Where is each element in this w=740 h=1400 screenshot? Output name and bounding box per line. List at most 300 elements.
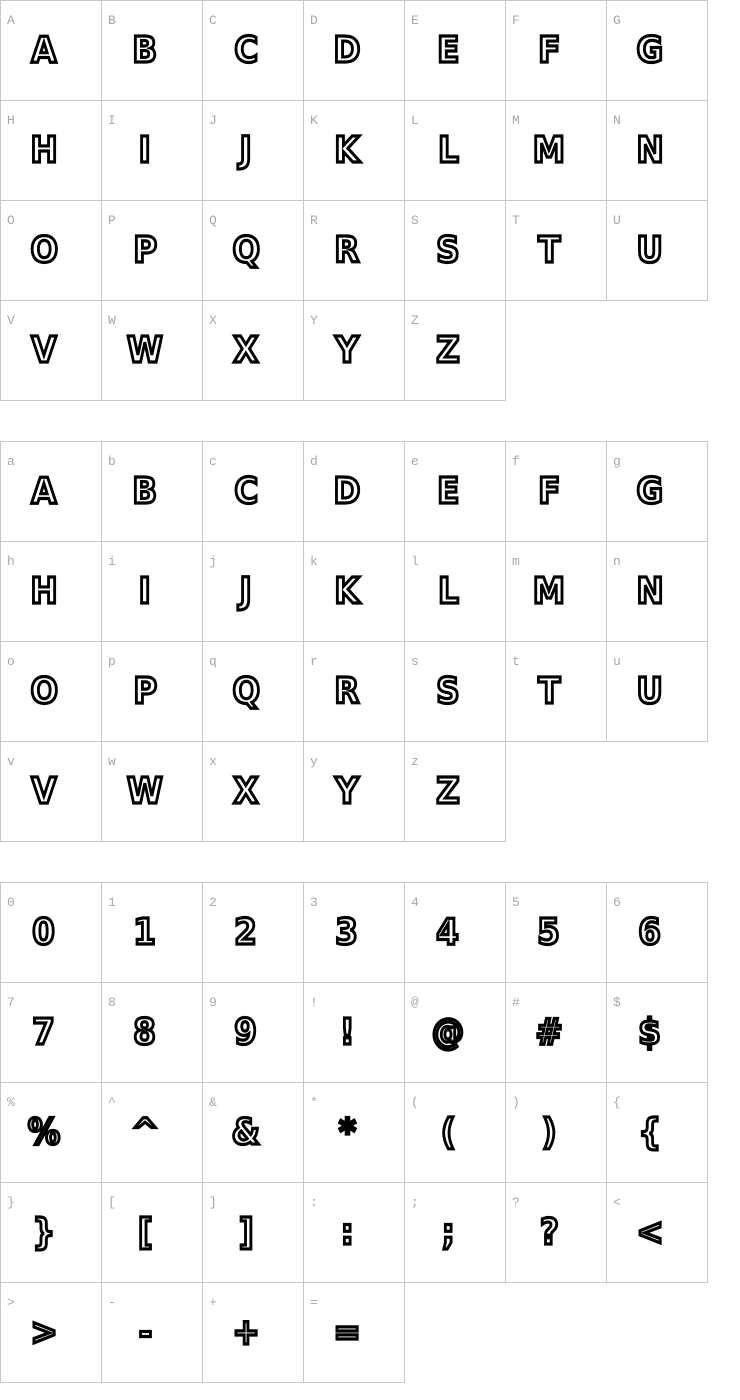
glyph-row xyxy=(1,1183,708,1283)
cell-character-label: Z xyxy=(411,313,419,328)
glyph: ? xyxy=(539,1212,559,1253)
glyph-row xyxy=(1,1,708,101)
glyph-line xyxy=(95,983,195,1082)
glyph: B xyxy=(132,30,158,71)
glyph-cell xyxy=(102,883,203,983)
glyph-cell xyxy=(1,542,102,642)
glyph-row xyxy=(1,542,708,642)
glyph: I xyxy=(138,130,152,171)
glyph-cell xyxy=(102,1183,203,1283)
glyph-line xyxy=(196,642,296,741)
glyph-line xyxy=(600,1083,700,1182)
glyph-line xyxy=(297,201,397,300)
glyph-line xyxy=(95,1183,195,1282)
glyph: } xyxy=(32,1212,56,1253)
glyph-line xyxy=(499,542,599,641)
glyph-cell xyxy=(405,1183,506,1283)
glyph-cell xyxy=(405,1083,506,1183)
glyph: L xyxy=(437,571,459,612)
glyph: < xyxy=(636,1212,664,1253)
glyph-line xyxy=(196,542,296,641)
cell-character-label: b xyxy=(108,454,116,469)
glyph-cell xyxy=(607,642,708,742)
glyph-line xyxy=(297,983,397,1082)
glyph: 2 xyxy=(234,912,258,953)
glyph-line xyxy=(196,1283,296,1382)
glyph: V xyxy=(31,330,57,371)
glyph-cell xyxy=(304,1083,405,1183)
glyph-line xyxy=(0,542,94,641)
glyph-line xyxy=(196,201,296,300)
cell-character-label: r xyxy=(310,654,318,669)
cell-character-label: J xyxy=(209,113,217,128)
glyph-cell xyxy=(102,742,203,842)
glyph: A xyxy=(31,471,57,512)
glyph-cell xyxy=(102,1283,203,1383)
glyph-line xyxy=(95,1283,195,1382)
glyph-line xyxy=(398,642,498,741)
glyph-line xyxy=(0,1083,94,1182)
glyph-cell xyxy=(1,201,102,301)
glyph-row xyxy=(1,442,708,542)
numbers-symbols-block xyxy=(0,882,740,1383)
glyph: { xyxy=(638,1112,662,1153)
glyph-line xyxy=(398,1,498,100)
cell-character-label: 5 xyxy=(512,895,520,910)
glyph-line xyxy=(297,1183,397,1282)
cell-character-label: w xyxy=(108,754,116,769)
glyph-line xyxy=(499,1183,599,1282)
glyph: = xyxy=(333,1312,361,1353)
glyph-line xyxy=(499,201,599,300)
glyph-cell xyxy=(405,1,506,101)
glyph-line xyxy=(398,442,498,541)
glyph: > xyxy=(30,1312,58,1353)
glyph-cell xyxy=(506,542,607,642)
cell-character-label: + xyxy=(209,1295,217,1310)
glyph: O xyxy=(30,230,58,271)
glyph-cell xyxy=(506,201,607,301)
cell-character-label: o xyxy=(7,654,15,669)
cell-character-label: C xyxy=(209,13,217,28)
glyph: G xyxy=(636,471,664,512)
glyph-line xyxy=(196,883,296,982)
glyph: D xyxy=(333,30,361,71)
glyph-line xyxy=(0,301,94,400)
glyph-cell xyxy=(1,1183,102,1283)
cell-character-label: = xyxy=(310,1295,318,1310)
glyph-cell xyxy=(1,1,102,101)
glyph-cell xyxy=(607,983,708,1083)
cell-character-label: e xyxy=(411,454,419,469)
cell-character-label: v xyxy=(7,754,15,769)
glyph: ^ xyxy=(131,1112,159,1153)
glyph-line xyxy=(196,1183,296,1282)
glyph: 3 xyxy=(335,912,359,953)
glyph-cell xyxy=(405,742,506,842)
cell-character-label: g xyxy=(613,454,621,469)
glyph: R xyxy=(334,671,360,712)
glyph: S xyxy=(436,671,460,712)
glyph-line xyxy=(95,742,195,841)
cell-character-label: 3 xyxy=(310,895,318,910)
glyph: H xyxy=(30,571,58,612)
glyph-row xyxy=(1,1083,708,1183)
glyph-line xyxy=(398,101,498,200)
glyph-cell xyxy=(1,442,102,542)
lowercase-glyph-table xyxy=(0,441,708,842)
glyph-cell xyxy=(405,642,506,742)
cell-character-label: k xyxy=(310,554,318,569)
glyph: $ xyxy=(638,1012,662,1053)
cell-character-label: 8 xyxy=(108,995,116,1010)
cell-character-label: x xyxy=(209,754,217,769)
glyph: R xyxy=(334,230,360,271)
glyph-cell xyxy=(405,542,506,642)
cell-character-label: 2 xyxy=(209,895,217,910)
cell-character-label: % xyxy=(7,1095,15,1110)
glyph-line xyxy=(196,1,296,100)
glyph: U xyxy=(636,230,664,271)
cell-character-label: n xyxy=(613,554,621,569)
glyph: C xyxy=(234,30,258,71)
glyph: 5 xyxy=(537,912,561,953)
glyph: [ xyxy=(137,1212,153,1253)
cell-character-label: @ xyxy=(411,995,419,1010)
glyph-line xyxy=(600,983,700,1082)
glyph-line xyxy=(95,301,195,400)
glyph-cell xyxy=(203,1083,304,1183)
glyph: J xyxy=(239,130,253,171)
glyph-cell xyxy=(1,1083,102,1183)
glyph-cell xyxy=(607,1,708,101)
glyph-cell xyxy=(304,883,405,983)
glyph-cell xyxy=(102,1,203,101)
cell-character-label: ( xyxy=(411,1095,419,1110)
glyph-line xyxy=(398,983,498,1082)
glyph-cell xyxy=(304,742,405,842)
glyph-row xyxy=(1,201,708,301)
cell-character-label: q xyxy=(209,654,217,669)
cell-character-label: W xyxy=(108,313,116,328)
glyph-line xyxy=(297,1083,397,1182)
cell-character-label: ; xyxy=(411,1195,419,1210)
cell-character-label: V xyxy=(7,313,15,328)
cell-character-label: 9 xyxy=(209,995,217,1010)
glyph-row xyxy=(1,983,708,1083)
glyph-cell xyxy=(203,542,304,642)
glyph: 4 xyxy=(436,912,460,953)
cell-character-label: h xyxy=(7,554,15,569)
glyph-cell xyxy=(405,883,506,983)
glyph-cell xyxy=(405,301,506,401)
glyph-line xyxy=(398,301,498,400)
glyph-line xyxy=(600,1,700,100)
glyph: H xyxy=(30,130,58,171)
cell-character-label: S xyxy=(411,213,419,228)
cell-character-label: $ xyxy=(613,995,621,1010)
cell-character-label: } xyxy=(7,1195,15,1210)
uppercase-glyph-table xyxy=(0,0,708,401)
glyph: A xyxy=(31,30,57,71)
glyph: ( xyxy=(440,1112,456,1153)
glyph: Q xyxy=(232,671,260,712)
glyph-cell xyxy=(102,1083,203,1183)
cell-character-label: ) xyxy=(512,1095,520,1110)
glyph-line xyxy=(499,883,599,982)
glyph-row xyxy=(1,742,708,842)
cell-character-label: I xyxy=(108,113,116,128)
glyph-row xyxy=(1,642,708,742)
glyph: 6 xyxy=(638,912,662,953)
glyph-cell xyxy=(102,542,203,642)
lowercase-letters-block xyxy=(0,441,740,842)
glyph: * xyxy=(338,1112,356,1153)
cell-character-label: d xyxy=(310,454,318,469)
glyph: 9 xyxy=(234,1012,258,1053)
glyph-row xyxy=(1,1283,708,1383)
glyph-line xyxy=(600,1183,700,1282)
glyph-line xyxy=(499,442,599,541)
cell-character-label: u xyxy=(613,654,621,669)
glyph-cell xyxy=(607,883,708,983)
glyph: G xyxy=(636,30,664,71)
glyph: S xyxy=(436,230,460,271)
glyph-cell xyxy=(607,542,708,642)
glyph-cell xyxy=(102,101,203,201)
glyph: + xyxy=(232,1312,260,1353)
glyph-line xyxy=(95,101,195,200)
glyph-cell xyxy=(304,1283,405,1383)
cell-character-label: H xyxy=(7,113,15,128)
glyph-cell xyxy=(102,642,203,742)
glyph-cell xyxy=(304,542,405,642)
cell-character-label: ! xyxy=(310,995,318,1010)
cell-character-label: K xyxy=(310,113,318,128)
glyph-line xyxy=(95,642,195,741)
cell-character-label: 7 xyxy=(7,995,15,1010)
glyph-cell xyxy=(102,201,203,301)
glyph-line xyxy=(398,201,498,300)
glyph-line xyxy=(600,642,700,741)
glyph-line xyxy=(499,983,599,1082)
glyph-cell xyxy=(1,983,102,1083)
cell-character-label: ? xyxy=(512,1195,520,1210)
glyph-cell xyxy=(102,983,203,1083)
glyph: Y xyxy=(335,330,359,371)
glyph: Y xyxy=(335,771,359,812)
cell-character-label: M xyxy=(512,113,520,128)
glyph-line xyxy=(0,101,94,200)
glyph-cell xyxy=(607,442,708,542)
cell-character-label: G xyxy=(613,13,621,28)
glyph-cell xyxy=(506,883,607,983)
glyph-cell xyxy=(405,101,506,201)
glyph: 8 xyxy=(133,1012,157,1053)
glyph-cell xyxy=(203,883,304,983)
glyph-line xyxy=(0,1283,94,1382)
cell-character-label: U xyxy=(613,213,621,228)
glyph-cell xyxy=(1,301,102,401)
glyph-line xyxy=(297,883,397,982)
cell-character-label: # xyxy=(512,995,520,1010)
cell-character-label: s xyxy=(411,654,419,669)
cell-character-label: [ xyxy=(108,1195,116,1210)
glyph: E xyxy=(436,471,460,512)
cell-character-label: A xyxy=(7,13,15,28)
glyph-cell xyxy=(203,642,304,742)
glyph: L xyxy=(437,130,459,171)
glyph-line xyxy=(600,201,700,300)
glyph-cell xyxy=(405,201,506,301)
glyph-cell xyxy=(203,742,304,842)
glyph-row xyxy=(1,883,708,983)
cell-character-label: P xyxy=(108,213,116,228)
glyph-line xyxy=(297,742,397,841)
cell-character-label: * xyxy=(310,1095,318,1110)
glyph: ] xyxy=(238,1212,254,1253)
glyph-cell xyxy=(102,301,203,401)
glyph: X xyxy=(233,330,259,371)
cell-character-label: c xyxy=(209,454,217,469)
glyph-cell xyxy=(203,1183,304,1283)
glyph: K xyxy=(334,130,360,171)
glyph: B xyxy=(132,471,158,512)
glyph: - xyxy=(138,1312,152,1353)
glyph-line xyxy=(196,101,296,200)
glyph: P xyxy=(133,230,157,271)
glyph: U xyxy=(636,671,664,712)
glyph-cell xyxy=(506,101,607,201)
glyph-cell xyxy=(304,101,405,201)
glyph-line xyxy=(398,1183,498,1282)
glyph-line xyxy=(196,983,296,1082)
glyph-line xyxy=(196,442,296,541)
glyph-line xyxy=(95,201,195,300)
glyph-cell xyxy=(405,442,506,542)
cell-character-label: m xyxy=(512,554,520,569)
glyph: N xyxy=(636,130,664,171)
glyph-line xyxy=(297,442,397,541)
glyph: : xyxy=(340,1212,354,1253)
glyph: F xyxy=(537,471,561,512)
glyph-line xyxy=(600,883,700,982)
glyph-cell xyxy=(203,442,304,542)
glyph-cell xyxy=(1,642,102,742)
glyph: T xyxy=(537,671,561,712)
glyph: O xyxy=(30,671,58,712)
cell-character-label: < xyxy=(613,1195,621,1210)
glyph-line xyxy=(0,442,94,541)
glyph-cell xyxy=(405,983,506,1083)
glyph-cell xyxy=(1,742,102,842)
glyph-line xyxy=(95,542,195,641)
glyph-cell xyxy=(304,642,405,742)
glyph: D xyxy=(333,471,361,512)
glyph-line xyxy=(0,742,94,841)
glyph-cell xyxy=(203,101,304,201)
glyph-line xyxy=(0,642,94,741)
glyph-line xyxy=(297,642,397,741)
glyph-line xyxy=(95,442,195,541)
glyph-line xyxy=(499,101,599,200)
cell-character-label: 1 xyxy=(108,895,116,910)
cell-character-label: p xyxy=(108,654,116,669)
glyph-line xyxy=(297,1,397,100)
glyph: W xyxy=(127,771,163,812)
cell-character-label: y xyxy=(310,754,318,769)
glyph-line xyxy=(196,301,296,400)
glyph: 1 xyxy=(133,912,157,953)
glyph: # xyxy=(535,1012,563,1053)
glyph-line xyxy=(0,1,94,100)
glyph-cell xyxy=(607,101,708,201)
glyph-cell xyxy=(506,1183,607,1283)
glyph-cell xyxy=(1,1283,102,1383)
cell-character-label: & xyxy=(209,1095,217,1110)
cell-character-label: a xyxy=(7,454,15,469)
glyph-cell xyxy=(304,442,405,542)
numbers-symbols-glyph-table xyxy=(0,882,708,1383)
glyph-line xyxy=(297,542,397,641)
cell-character-label: D xyxy=(310,13,318,28)
cell-character-label: F xyxy=(512,13,520,28)
cell-character-label: Y xyxy=(310,313,318,328)
glyph-line xyxy=(297,101,397,200)
glyph-cell xyxy=(506,983,607,1083)
cell-character-label: t xyxy=(512,654,520,669)
cell-character-label: l xyxy=(411,554,419,569)
glyph: Z xyxy=(436,771,460,812)
glyph: Z xyxy=(436,330,460,371)
glyph: @ xyxy=(431,1012,465,1053)
glyph: E xyxy=(436,30,460,71)
glyph-line xyxy=(398,883,498,982)
glyph-line xyxy=(196,1083,296,1182)
glyph-cell xyxy=(304,983,405,1083)
glyph-line xyxy=(398,1083,498,1182)
cell-character-label: - xyxy=(108,1295,116,1310)
cell-character-label: N xyxy=(613,113,621,128)
glyph-cell xyxy=(506,1083,607,1183)
cell-character-label: ^ xyxy=(108,1095,116,1110)
glyph-cell xyxy=(203,1283,304,1383)
cell-character-label: L xyxy=(411,113,419,128)
cell-character-label: z xyxy=(411,754,419,769)
glyph-line xyxy=(600,442,700,541)
glyph: X xyxy=(233,771,259,812)
glyph-line xyxy=(499,642,599,741)
glyph: T xyxy=(537,230,561,271)
glyph-line xyxy=(499,1,599,100)
glyph-cell xyxy=(1,883,102,983)
glyph: Q xyxy=(232,230,260,271)
glyph-cell xyxy=(304,1183,405,1283)
glyph-line xyxy=(0,201,94,300)
glyph-cell xyxy=(506,442,607,542)
cell-character-label: X xyxy=(209,313,217,328)
glyph-line xyxy=(600,542,700,641)
glyph: ! xyxy=(339,1012,355,1053)
glyph-cell xyxy=(203,1,304,101)
glyph-line xyxy=(95,1083,195,1182)
glyph-cell xyxy=(304,301,405,401)
glyph-cell xyxy=(506,1,607,101)
glyph-cell xyxy=(203,983,304,1083)
cell-character-label: j xyxy=(209,554,217,569)
glyph: V xyxy=(31,771,57,812)
cell-character-label: 4 xyxy=(411,895,419,910)
